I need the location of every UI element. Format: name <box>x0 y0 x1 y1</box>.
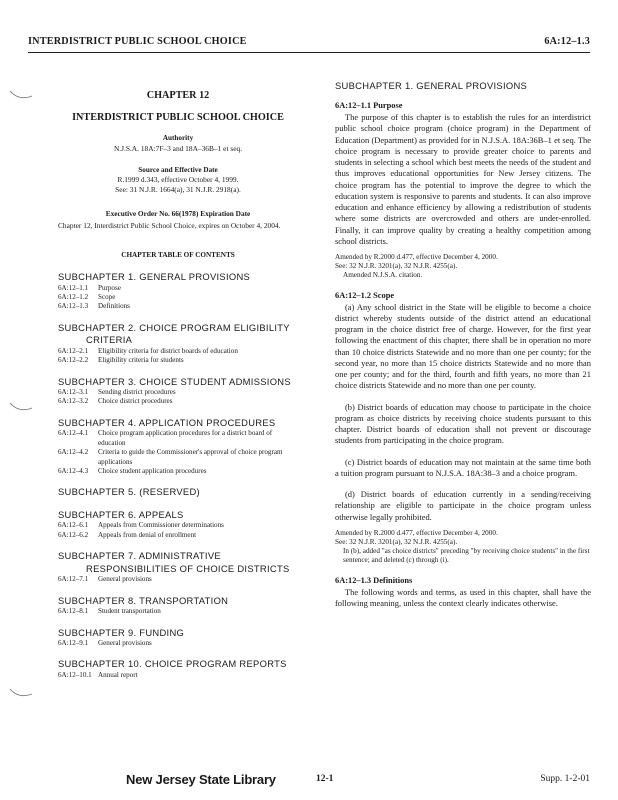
note-line: See: 32 N.J.R. 3201(a), 32 N.J.R. 4255(a). <box>335 262 458 271</box>
toc-subchapter-title: SUBCHAPTER 4. APPLICATION PROCEDURES <box>58 416 276 428</box>
subchapter-heading: SUBCHAPTER 1. GENERAL PROVISIONS <box>335 80 528 91</box>
toc-entry <box>58 448 298 467</box>
toc-entry <box>58 429 298 448</box>
table-of-contents <box>58 271 298 680</box>
toc-entry-number: 6A:12–3.2 <box>58 397 89 406</box>
note-line: Amended by R.2000 d.477, effective December 4, 2000. <box>335 528 498 537</box>
toc-entry-number: 6A:12–4.2 <box>58 448 89 457</box>
toc-entry <box>58 575 298 584</box>
toc-subchapter-title: SUBCHAPTER 1. GENERAL PROVISIONS <box>58 271 251 282</box>
toc-subchapter <box>58 417 298 430</box>
authority-text: N.J.S.A. 18A:7F–3 and 18A–36B–1 et seq. <box>113 144 243 153</box>
toc-entry-title: Criteria to guide the Commissioner's approval of choice program applications <box>98 448 283 466</box>
note-line: See: 32 N.J.R. 3201(a), 32 N.J.R. 4255(a). <box>335 538 458 547</box>
section-heading: 6A:12–1.2 Scope <box>335 290 395 300</box>
toc-entry-number: 6A:12–4.1 <box>58 429 89 438</box>
toc-entry <box>58 397 298 406</box>
toc-entry-number: 6A:12–1.1 <box>58 283 89 292</box>
toc-entry <box>58 347 298 356</box>
toc-entry <box>58 531 298 540</box>
toc-entry-title: General provisions <box>98 575 152 584</box>
toc-entry-title: Annual report <box>98 670 138 679</box>
toc-subchapter-title: SUBCHAPTER 6. APPEALS <box>58 508 184 520</box>
note-line: Amended by R.2000 d.477, effective December 4, 2000. <box>335 253 498 261</box>
note-line: Amended N.J.S.A. citation. <box>343 271 423 280</box>
toc-entry-title: Eligibility criteria for district boards of education <box>98 346 238 355</box>
toc-entry-title: Purpose <box>98 283 121 292</box>
toc-entry <box>58 521 298 530</box>
toc-entry-number: 6A:12–10.1 <box>58 670 92 679</box>
toc-heading: CHAPTER TABLE OF CONTENTS <box>121 251 235 259</box>
source-line: See: 31 N.J.R. 1664(a), 31 N.J.R. 2918(a). <box>115 185 241 194</box>
toc-subchapter-title: SUBCHAPTER 5. (RESERVED) <box>58 486 200 498</box>
executive-order-text: Chapter 12, Interdistrict Public School Choice, expires on October 4, 2004. <box>58 220 281 230</box>
toc-entry <box>58 302 298 311</box>
toc-entry-title: Sending district procedures <box>98 388 176 397</box>
toc-entry-title: Choice program application procedures for a district board of education <box>98 429 273 447</box>
paragraph: The following words and terms, as used in this chapter, shall have the following meaning, unless the context clearly indicates otherwise. <box>335 586 591 608</box>
toc-entry-number: 6A:12–6.1 <box>58 521 89 530</box>
toc-entry-number: 6A:12–4.3 <box>58 466 89 475</box>
toc-subchapter-title: SUBCHAPTER 3. CHOICE STUDENT ADMISSIONS <box>58 375 291 387</box>
toc-subchapter <box>58 509 298 522</box>
toc-entry <box>58 639 298 648</box>
toc-entry-title: General provisions <box>98 639 152 647</box>
toc-entry-title: Definitions <box>98 302 130 311</box>
toc-subchapter <box>58 322 298 347</box>
toc-subchapter-title-cont: RESPONSIBILITIES OF CHOICE DISTRICTS <box>86 562 290 574</box>
chapter-title: INTERDISTRICT PUBLIC SCHOOL CHOICE <box>72 112 284 123</box>
header-rule <box>28 52 590 53</box>
toc-subchapter <box>58 376 298 389</box>
source-line: R.1999 d.343, effective October 4, 1999. <box>117 174 239 184</box>
page-number: 12-1 <box>316 774 334 784</box>
supplement-date: Supp. 1-2-01 <box>540 774 590 784</box>
toc-entry <box>58 284 298 293</box>
toc-subchapter <box>58 550 298 575</box>
toc-entry <box>58 671 298 680</box>
note-line: In (b), added "as choice districts" preceding "by receiving choice students" in the first sentence; and deleted (c) through (i). <box>343 547 590 565</box>
toc-subchapter <box>58 271 298 284</box>
paragraph: (b) District boards of education may choose to participate in the choice program as choice districts by receiving choice students pursuant to this chapter. District boards of education shall not prevent or discourage students from participating in the choice program. <box>335 401 591 446</box>
section-heading: 6A:12–1.1 Purpose <box>335 101 403 110</box>
toc-entry-number: 6A:12–6.2 <box>58 530 89 539</box>
toc-subchapter-title-cont: CRITERIA <box>86 334 133 346</box>
toc-entry <box>58 607 298 616</box>
toc-entry-title: Student transportation <box>98 607 161 616</box>
toc-entry <box>58 388 298 397</box>
left-column <box>58 62 298 680</box>
toc-entry-title: Choice student application procedures <box>98 466 207 475</box>
section-heading: 6A:12–1.3 Definitions <box>335 575 413 585</box>
paragraph: (a) Any school district in the State will be eligible to become a choice district whereby students outside of the district attend an educational program in the choice district free of charge. However, for the first year following the enactment of this chapter, there shall be in operation no more than 10 choice districts Statewide and no more than one per county; for the second year, no more than 15 choice districts Statewide and no more than one per county; and for the third, fourth and fifth years, no more than 21 choice districts Statewide and no more than one per county. <box>335 301 591 391</box>
toc-entry-number: 6A:12–9.1 <box>58 639 89 647</box>
toc-subchapter <box>58 658 298 671</box>
toc-entry <box>58 293 298 302</box>
toc-entry <box>58 467 298 476</box>
amendment-note <box>335 253 591 281</box>
toc-entry-number: 6A:12–2.2 <box>58 356 89 365</box>
toc-entry-title: Eligibility criteria for students <box>98 356 184 365</box>
toc-entry-title: Appeals from denial of enrollment <box>98 530 197 539</box>
amendment-note <box>335 529 591 566</box>
chapter-number: CHAPTER 12 <box>146 90 210 101</box>
toc-subchapter <box>58 486 298 499</box>
toc-subchapter-title: SUBCHAPTER 10. CHOICE PROGRAM REPORTS <box>58 658 287 670</box>
header-citation: 6A:12–1.3 <box>544 36 590 47</box>
header-title: INTERDISTRICT PUBLIC SCHOOL CHOICE <box>28 36 247 47</box>
toc-subchapter <box>58 627 298 640</box>
toc-entry-title: Scope <box>98 292 116 301</box>
toc-subchapter-title: SUBCHAPTER 8. TRANSPORTATION <box>58 594 229 606</box>
paragraph: The purpose of this chapter is to establish the rules for an interdistrict public school choice program (choice program) in the Department of Education (Department) as provided for in N.J.S.A. 18A:36B–1 et seq. The choice program is necessary to provide greater choice to parents and students in selecting a school which best meets the needs of the student and thus improves educational opportunities for New Jersey citizens. The choice program has the potential to improve the degree to which the education system is responsive to parents and students. It can also improve education and enhance efficiency by allowing a redistribution of students where some districts are overcrowded and others are under-enrolled. Finally, it can improve quality by creating a healthy competition among school districts. <box>335 112 591 246</box>
right-column <box>335 62 591 609</box>
toc-entry-number: 6A:12–1.2 <box>58 292 89 301</box>
toc-subchapter <box>58 595 298 608</box>
executive-order-label: Executive Order No. 66(1978) Expiration Date <box>105 208 251 218</box>
paragraph: (c) District boards of education may not maintain at the same time both a tuition program pursuant to N.J.S.A. 18A:38–3 and a choice program. <box>335 456 591 478</box>
paragraph: (d) District boards of education currently in a sending/receiving relationship are eligible to participate in the choice program unless otherwise legally prohibited. <box>335 489 591 522</box>
library-stamp: New Jersey State Library <box>126 772 276 787</box>
margin-mark <box>8 88 34 102</box>
margin-mark <box>8 400 34 414</box>
toc-entry-title: Appeals from Commissioner determinations <box>98 521 224 530</box>
toc-subchapter-title: SUBCHAPTER 7. ADMINISTRATIVE <box>58 550 221 562</box>
toc-entry-number: 6A:12–1.3 <box>58 302 89 311</box>
running-header <box>28 36 590 50</box>
toc-entry-title: Choice district procedures <box>98 397 173 406</box>
toc-entry-number: 6A:12–8.1 <box>58 607 89 616</box>
toc-subchapter-title: SUBCHAPTER 9. FUNDING <box>58 626 185 638</box>
toc-entry-number: 6A:12–7.1 <box>58 575 89 584</box>
toc-entry <box>58 356 298 365</box>
toc-subchapter-title: SUBCHAPTER 2. CHOICE PROGRAM ELIGIBILITY <box>58 321 290 333</box>
authority-label: Authority <box>162 134 194 142</box>
margin-mark <box>8 686 34 700</box>
toc-entry-number: 6A:12–3.1 <box>58 388 89 397</box>
toc-entry-number: 6A:12–2.1 <box>58 346 89 355</box>
source-label: Source and Effective Date <box>138 165 218 174</box>
